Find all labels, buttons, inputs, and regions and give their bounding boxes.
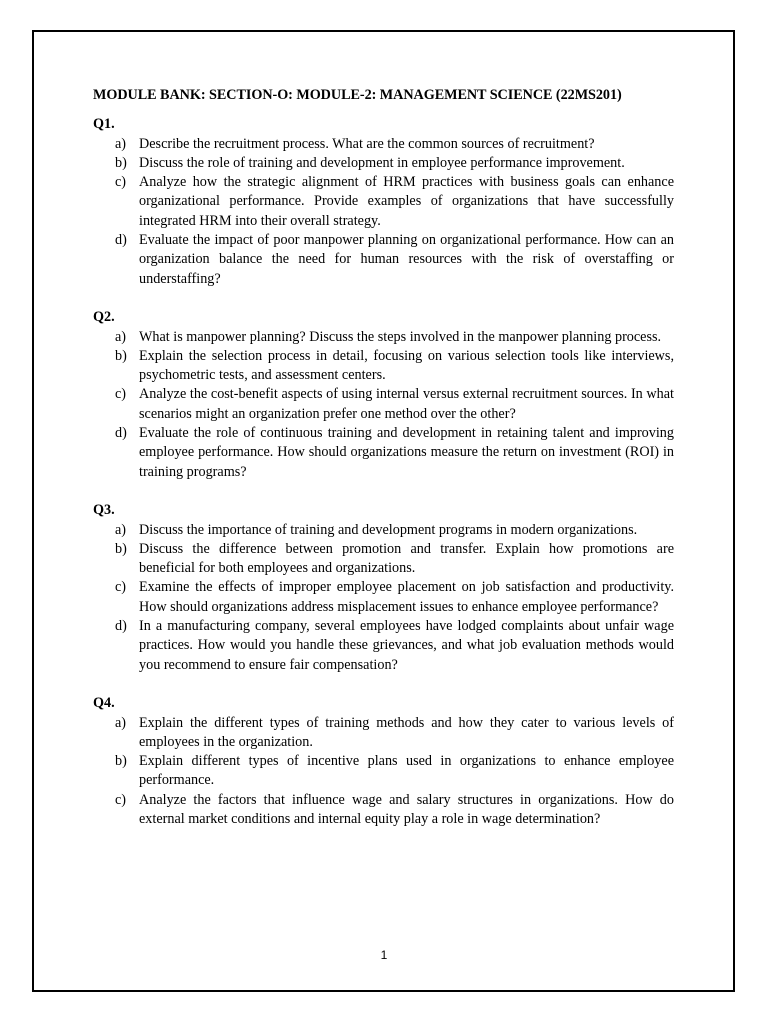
sub-question-marker: d) — [115, 618, 127, 635]
question-1 — [93, 115, 674, 289]
question-4 — [93, 694, 674, 829]
sub-question — [93, 385, 674, 424]
sub-question — [93, 714, 674, 753]
sub-question-marker: c) — [115, 386, 127, 403]
question-label: Q2. — [93, 309, 115, 326]
sub-question-text: Discuss the difference between promotion and transfer. Explain how promotions are beneficial for both employees and organizations. — [139, 540, 674, 577]
sub-question-list — [93, 521, 674, 675]
sub-question-marker: a) — [115, 328, 127, 345]
sub-question — [93, 752, 674, 791]
sub-question — [93, 540, 674, 579]
sub-question-marker: d) — [115, 232, 127, 249]
sub-question — [93, 328, 674, 347]
sub-question — [93, 578, 674, 617]
page-number: 1 — [380, 948, 388, 962]
question-label: Q1. — [93, 116, 115, 133]
question-label: Q3. — [93, 502, 115, 519]
sub-question — [93, 135, 674, 154]
sub-question-text: Analyze the factors that influence wage and salary structures in organizations. How do external market conditions and internal equity play a role in wage determination? — [139, 791, 674, 827]
sub-question-text: Examine the effects of improper employee placement on job satisfaction and productivity. How should organizations address misplacement issues to enhance employee performance? — [139, 579, 674, 615]
sub-question-text: Evaluate the role of continuous training and development in retaining talent and improving employee performance. How should organizations measure the return on investment (ROI) in training programs? — [139, 425, 674, 480]
question-3 — [93, 501, 674, 675]
sub-question-marker: b) — [115, 540, 127, 557]
question-label: Q4. — [93, 695, 115, 712]
sub-question-text: Describe the recruitment process. What are the common sources of recruitment? — [139, 135, 595, 152]
question-2 — [93, 308, 674, 482]
sub-question-marker: c) — [115, 174, 127, 191]
sub-question-text: In a manufacturing company, several employees have lodged complaints about unfair wage practices. How would you handle these grievances, and what job evaluation methods would you recommend to ensure fair compensation? — [139, 618, 674, 673]
sub-question — [93, 521, 674, 540]
document-title: MODULE BANK: SECTION-O: MODULE-2: MANAGEMENT SCIENCE (22MS201) — [93, 87, 622, 103]
sub-question-marker: c) — [115, 579, 127, 596]
sub-question-text: Explain different types of incentive plans used in organizations to enhance employee performance. — [139, 753, 674, 789]
sub-question — [93, 424, 674, 482]
sub-question-text: Analyze the cost-benefit aspects of using internal versus external recruitment sources. In what scenarios might an organization prefer one method over the other? — [139, 386, 674, 422]
sub-question — [93, 154, 674, 173]
sub-question-list — [93, 135, 674, 289]
sub-question-text: Explain the selection process in detail, focusing on various selection tools like interviews, psychometric tests, and assessment centers. — [139, 347, 674, 384]
sub-question-marker: a) — [115, 714, 127, 731]
sub-question — [93, 617, 674, 675]
sub-question — [93, 347, 674, 386]
sub-question-marker: b) — [115, 154, 127, 171]
sub-question-list — [93, 328, 674, 482]
sub-question-text: Discuss the importance of training and development programs in modern organizations. — [139, 521, 638, 538]
sub-question-list — [93, 714, 674, 830]
sub-question-text: What is manpower planning? Discuss the steps involved in the manpower planning process. — [139, 328, 662, 345]
sub-question-text: Evaluate the impact of poor manpower planning on organizational performance. How can an organization balance the need for human resources with the risk of overstaffing or understaffing? — [139, 232, 674, 287]
sub-question-marker: a) — [115, 135, 127, 152]
sub-question — [93, 173, 674, 231]
sub-question-marker: a) — [115, 521, 127, 538]
sub-question-marker: c) — [115, 791, 127, 808]
sub-question-marker: d) — [115, 425, 127, 442]
sub-question — [93, 231, 674, 289]
sub-question-marker: b) — [115, 753, 127, 770]
sub-question-text: Analyze how the strategic alignment of HRM practices with business goals can enhance organizational performance. Provide examples of organizations that have successfully integrated HRM into their overall strategy. — [139, 174, 674, 229]
sub-question — [93, 791, 674, 830]
sub-question-marker: b) — [115, 347, 127, 364]
sub-question-text: Discuss the role of training and development in employee performance improvement. — [139, 154, 625, 171]
sub-question-text: Explain the different types of training methods and how they cater to various levels of employees in the organization. — [139, 714, 674, 750]
document-body — [93, 86, 674, 849]
